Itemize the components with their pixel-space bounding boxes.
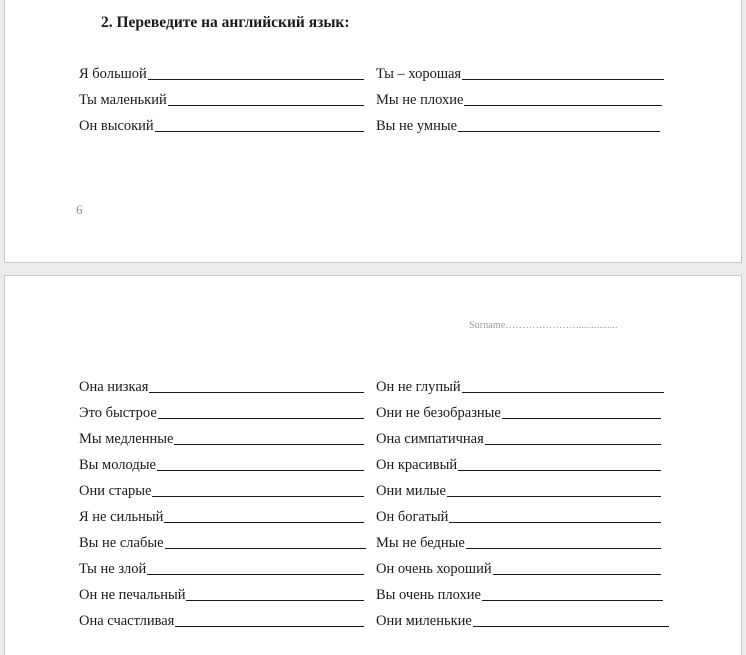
answer-line[interactable] [152, 496, 364, 497]
answer-line[interactable] [155, 131, 364, 132]
exercise-item [376, 534, 661, 552]
answer-line[interactable] [464, 105, 662, 106]
exercise-phrase: Это быстрое [79, 405, 157, 421]
exercise-heading: 2. Переведите на английский язык: [101, 14, 350, 31]
exercise-item [79, 612, 364, 630]
exercise-item [376, 612, 669, 630]
exercise-phrase: Они не безобразные [376, 405, 501, 421]
answer-line[interactable] [175, 626, 364, 627]
answer-line[interactable] [149, 392, 364, 393]
answer-line[interactable] [462, 392, 664, 393]
answer-line[interactable] [458, 131, 660, 132]
worksheet-page-1 [4, 0, 742, 263]
exercise-phrase: Она симпатичная [376, 431, 484, 447]
answer-line[interactable] [462, 79, 664, 80]
worksheet-page-2 [4, 275, 742, 655]
answer-line[interactable] [158, 418, 364, 419]
answer-line[interactable] [157, 470, 364, 471]
exercise-phrase: Мы медленные [79, 431, 174, 447]
answer-line[interactable] [493, 574, 661, 575]
exercise-phrase: Мы не плохие [376, 92, 464, 108]
exercise-item [376, 508, 661, 526]
exercise-phrase: Я не сильный [79, 509, 164, 525]
answer-line[interactable] [485, 444, 661, 445]
exercise-phrase: Мы не бедные [376, 535, 465, 551]
exercise-phrase: Он высокий [79, 118, 154, 134]
exercise-phrase: Она счастливая [79, 613, 175, 629]
exercise-phrase: Она низкая [79, 379, 149, 395]
answer-line[interactable] [502, 418, 661, 419]
exercise-item [376, 404, 661, 422]
answer-line[interactable] [148, 79, 364, 80]
exercise-item [79, 91, 364, 109]
exercise-item [79, 534, 366, 552]
exercise-phrase: Ты не злой [79, 561, 147, 577]
exercise-phrase: Он красивый [376, 457, 458, 473]
exercise-phrase: Вы очень плохие [376, 587, 481, 603]
answer-line[interactable] [164, 522, 364, 523]
exercise-item [79, 482, 364, 500]
exercise-phrase: Вы молодые [79, 457, 156, 473]
answer-line[interactable] [449, 522, 661, 523]
exercise-phrase: Он не глупый [376, 379, 461, 395]
page-number: 6 [76, 202, 83, 217]
answer-line[interactable] [174, 444, 364, 445]
answer-line[interactable] [466, 548, 661, 549]
exercise-phrase: Я большой [79, 66, 147, 82]
exercise-item [79, 430, 364, 448]
answer-line[interactable] [168, 105, 364, 106]
exercise-item [79, 378, 364, 396]
exercise-phrase: Они старые [79, 483, 152, 499]
exercise-item [79, 65, 364, 83]
exercise-phrase: Вы не умные [376, 118, 458, 134]
surname-field[interactable]: Surname…………………................ [469, 320, 618, 331]
exercise-phrase: Он не печальный [79, 587, 186, 603]
answer-line[interactable] [458, 470, 661, 471]
answer-line[interactable] [147, 574, 364, 575]
exercise-item [376, 586, 663, 604]
exercise-item [79, 117, 364, 135]
answer-line[interactable] [186, 600, 364, 601]
exercise-phrase: Ты – хорошая [376, 66, 462, 82]
exercise-item [376, 482, 661, 500]
exercise-phrase: Они милые [376, 483, 446, 499]
exercise-item [376, 65, 664, 83]
exercise-item [79, 508, 364, 526]
exercise-item [79, 586, 364, 604]
exercise-item [376, 430, 661, 448]
answer-line[interactable] [447, 496, 661, 497]
exercise-item [79, 456, 364, 474]
exercise-item [376, 560, 661, 578]
exercise-item [376, 91, 662, 109]
exercise-phrase: Ты маленький [79, 92, 167, 108]
exercise-phrase: Он очень хороший [376, 561, 492, 577]
exercise-item [376, 117, 660, 135]
answer-line[interactable] [482, 600, 663, 601]
exercise-phrase: Он богатый [376, 509, 449, 525]
exercise-item [79, 560, 364, 578]
exercise-phrase: Вы не слабые [79, 535, 164, 551]
exercise-item [376, 456, 661, 474]
exercise-item [79, 404, 364, 422]
exercise-item [376, 378, 664, 396]
exercise-phrase: Они миленькие [376, 613, 472, 629]
answer-line[interactable] [165, 548, 366, 549]
answer-line[interactable] [473, 626, 669, 627]
